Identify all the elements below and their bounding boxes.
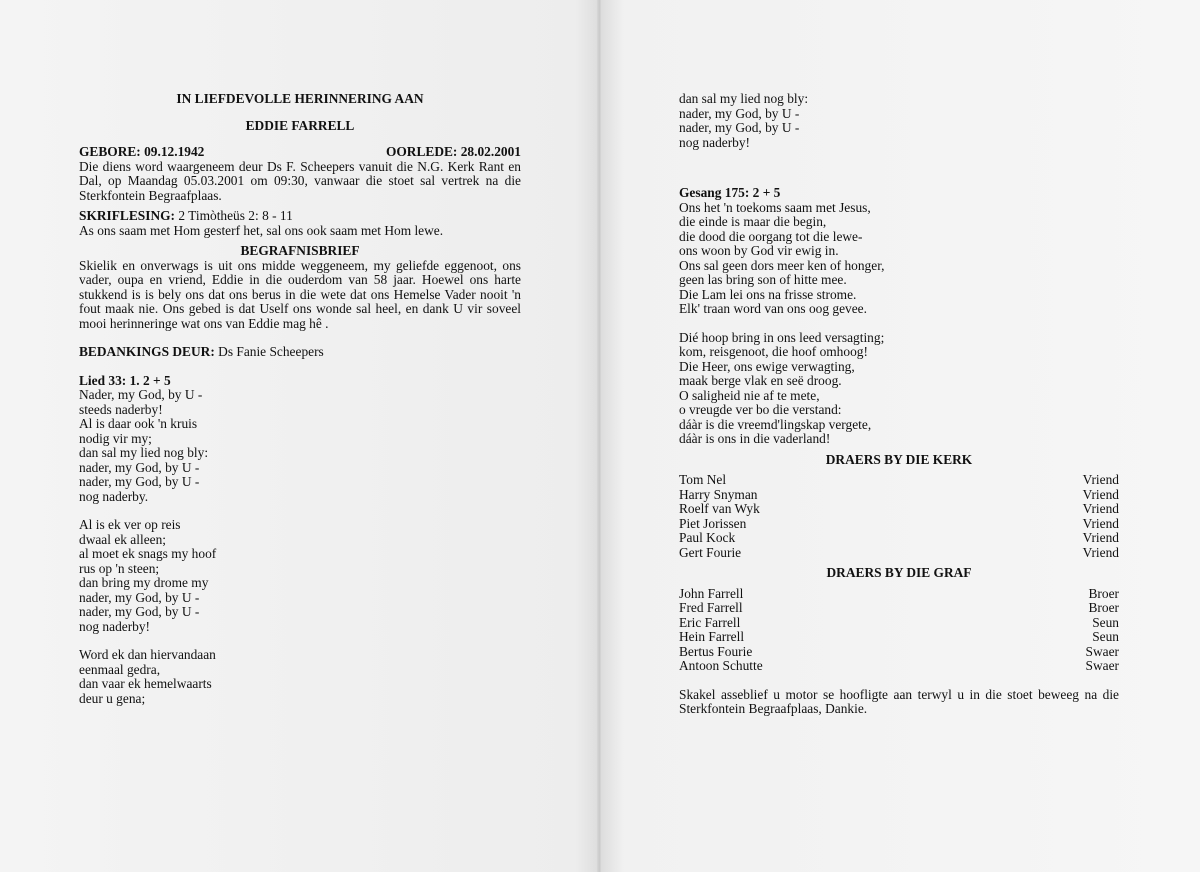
hymn-line: dan sal my lied nog bly:	[79, 445, 209, 460]
hymn-line: Elk' traan word van ons oog gevee.	[679, 301, 867, 316]
bearer-role: Vriend	[1082, 530, 1119, 545]
hymn-line: deur u gena;	[79, 690, 146, 706]
church-bearers-heading: DRAERS BY DIE KERK	[825, 451, 973, 467]
hymn-line: Al is ek ver op reis	[79, 517, 181, 532]
hymn-line: die einde is maar die begin,	[679, 214, 827, 229]
gesang-stanza-1	[679, 201, 1119, 317]
bearer-name: Paul Kock	[679, 530, 736, 545]
gesang-stanza-2	[679, 331, 1119, 447]
left-page	[0, 0, 598, 872]
service-text: Die diens word waargeneem deur Ds F. Scheepers vanuit die N.G. Kerk Rant en Dal, op Maandag 05.03.2001 om 09:30, vanwaar die stoet sal vertrek na die Sterkfontein Begraafplaas.	[79, 158, 521, 203]
bearer-name: Roelf van Wyk	[679, 501, 760, 516]
bearer-role: Vriend	[1082, 515, 1119, 531]
letter-text: Skielik en onverwags is uit ons midde weggeneem, my geliefde eggenoot, ons vader, oupa en vriend, Eddie in die ouderdom van 58 jaar. Hoewel ons harte stukkend is is bely ons dat ons berus in die wete dat ons Hemelse Vader nooit 'n fout maak nie. Ons gebed is dat Uself ons wonde sal heel, en dank U vir soveel mooi herinneringe wat ons van Eddie mag hê .	[79, 257, 521, 331]
hymn-line: maak berge vlak en seë droog.	[679, 373, 842, 388]
bearer-name: Piet Jorissen	[679, 515, 747, 531]
reading-line	[79, 209, 521, 224]
hymn-line: nog naderby.	[79, 488, 149, 504]
hymn-line: steeds naderby!	[79, 401, 163, 417]
hymn-line: nog naderby!	[79, 618, 151, 634]
born-date: GEBORE: 09.12.1942	[79, 144, 205, 159]
bearer-row	[679, 546, 1119, 561]
bearer-row	[679, 473, 1119, 488]
bearer-role: Swaer	[1085, 658, 1119, 673]
hymn-line: rus op 'n steen;	[79, 560, 160, 576]
right-column	[679, 92, 1119, 717]
hymn-line: Dié hoop bring in ons leed versagting;	[679, 329, 885, 345]
bearer-name: Fred Farrell	[679, 600, 743, 615]
deceased-name: EDDIE FARRELL	[245, 117, 355, 133]
bearer-role: Broer	[1088, 585, 1119, 601]
hymn-line: nader, my God, by U -	[79, 589, 200, 605]
bearer-name: John Farrell	[679, 585, 744, 601]
bearer-name: Harry Snyman	[679, 486, 758, 502]
hymn-line: Die Lam lei ons na frisse strome.	[679, 286, 857, 302]
reading-label: SKRIFLESING:	[79, 208, 175, 223]
bearer-role: Swaer	[1085, 643, 1119, 659]
bearer-name: Antoon Schutte	[679, 658, 763, 673]
hymn-stanza-continued	[679, 92, 1119, 150]
thanks-line	[79, 345, 521, 360]
bearer-row	[679, 587, 1119, 602]
bearer-name: Hein Farrell	[679, 629, 745, 644]
bearer-row	[679, 601, 1119, 616]
bearer-row	[679, 502, 1119, 517]
thanks-name: Ds Fanie Scheepers	[214, 344, 324, 359]
hymn-stanza-3	[79, 648, 521, 706]
hymn-line: kom, reisgenoot, die hoof omhoog!	[679, 344, 868, 359]
closing-text: Skakel asseblief u motor se hoofligte aan terwyl u in die stoet beweeg na die Sterkfontein Begraafplaas, Dankie.	[679, 686, 1119, 716]
hymn-line: Word ek dan hiervandaan	[79, 647, 216, 662]
hymn-line: die dood die oorgang tot die lewe-	[679, 228, 863, 244]
hymn-stanza-2	[79, 518, 521, 634]
hymn-line: Nader, my God, by U -	[79, 387, 203, 402]
hymn-line: Die Heer, ons ewige verwagting,	[679, 358, 855, 374]
bearer-role: Seun	[1092, 614, 1119, 630]
hymn-line: nader, my God, by U -	[79, 459, 200, 475]
bearer-role: Vriend	[1082, 486, 1119, 502]
grave-bearers-heading: DRAERS BY DIE GRAF	[826, 565, 972, 580]
bearer-row	[679, 659, 1119, 674]
left-column	[79, 92, 521, 706]
hymn-line: nader, my God, by U -	[79, 474, 200, 489]
hymn-title: Lied 33: 1. 2 + 5	[79, 372, 171, 388]
reading-ref: 2 Timòtheüs 2: 8 - 11	[175, 208, 293, 223]
bearer-role: Vriend	[1082, 501, 1119, 516]
bearer-row	[679, 645, 1119, 660]
hymn-line: nader, my God, by U -	[679, 120, 800, 135]
died-date: OORLEDE: 28.02.2001	[385, 144, 521, 159]
hymn-line: geen las bring son of hitte mee.	[679, 272, 847, 287]
hymn-line: Ons het 'n toekoms saam met Jesus,	[679, 199, 871, 215]
hymn-line: ons woon by God vir ewig in.	[679, 243, 839, 258]
dates-row	[79, 145, 521, 160]
bearer-row	[679, 531, 1119, 546]
hymn-line: dan sal my lied nog bly:	[679, 91, 809, 106]
bearer-role: Vriend	[1082, 472, 1119, 487]
hymn-stanza-1	[79, 388, 521, 504]
right-page	[602, 0, 1200, 872]
bearer-row	[679, 630, 1119, 645]
bearer-name: Gert Fourie	[679, 544, 742, 560]
hymn-line: nodig vir my;	[79, 430, 152, 446]
bearer-role: Seun	[1092, 629, 1119, 644]
hymn-line: nog naderby!	[679, 134, 751, 150]
bearer-row	[679, 616, 1119, 631]
bearer-name: Bertus Fourie	[679, 643, 753, 659]
grave-bearers-list	[679, 587, 1119, 674]
bearer-role: Broer	[1088, 600, 1119, 615]
hymn-line: eenmaal gedra,	[79, 661, 161, 677]
hymn-line: dáàr is ons in die vaderland!	[679, 431, 831, 446]
thanks-label: BEDANKINGS DEUR:	[79, 344, 215, 359]
church-bearers-list	[679, 473, 1119, 560]
letter-heading: BEGRAFNISBRIEF	[240, 243, 360, 258]
memorial-heading: IN LIEFDEVOLLE HERINNERING AAN	[176, 91, 424, 106]
hymn-line: dwaal ek alleen;	[79, 531, 166, 547]
hymn-line: al moet ek snags my hoof	[79, 546, 217, 561]
hymn-line: Ons sal geen dors meer ken of honger,	[679, 257, 885, 273]
bearer-name: Tom Nel	[679, 472, 727, 487]
hymn-line: Al is daar ook 'n kruis	[79, 416, 198, 431]
hymn-line: o vreugde ver bo die verstand:	[679, 402, 842, 417]
bearer-row	[679, 488, 1119, 503]
hymn-line: nader, my God, by U -	[79, 604, 200, 619]
hymn-line: dan vaar ek hemelwaarts	[79, 676, 212, 691]
reading-text: As ons saam met Hom gesterf het, sal ons ook saam met Hom lewe.	[79, 222, 444, 238]
hymn-line: O saligheid nie af te mete,	[679, 387, 820, 403]
hymn-line: dan bring my drome my	[79, 575, 209, 590]
gesang-title: Gesang 175: 2 + 5	[679, 185, 781, 200]
bearer-role: Vriend	[1082, 544, 1119, 560]
bearer-row	[679, 517, 1119, 532]
hymn-line: nader, my God, by U -	[679, 105, 800, 121]
hymn-line: dáàr is die vreemd'lingskap vergete,	[679, 416, 872, 432]
bearer-name: Eric Farrell	[679, 614, 741, 630]
